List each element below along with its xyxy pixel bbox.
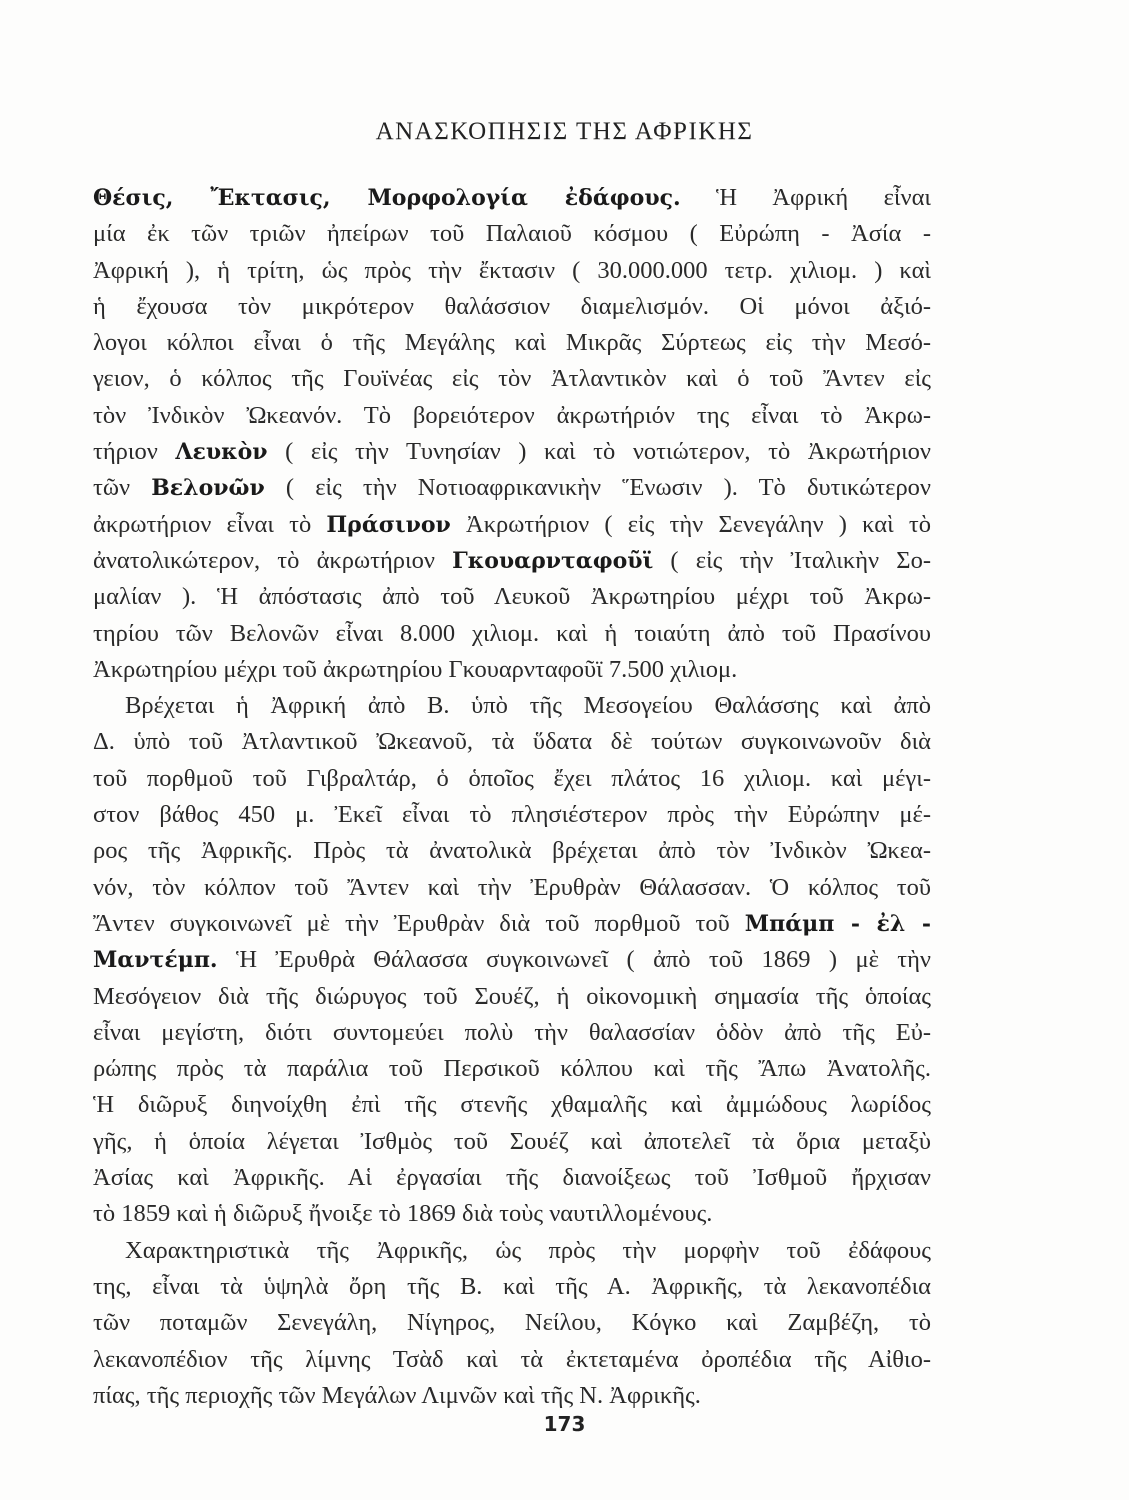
text-run: ἀκρωτήριον εἶναι τὸ: [93, 510, 327, 538]
text-run: ρώπης πρὸς τὰ παράλια τοῦ Περσικοῦ κόλπου καὶ τῆς Ἄπω Ἀνατολῆς.: [93, 1055, 931, 1083]
text-run: τῶν ποταμῶν Σενεγάλη, Νίγηρος, Νείλου, Κόγκο καὶ Ζαμβέζη, τὸ: [93, 1309, 931, 1337]
text-line: [93, 761, 931, 797]
text-line: [93, 652, 931, 688]
text-line: [93, 1269, 931, 1305]
text-run: γῆς, ἡ ὁποία λέγεται Ἰσθμὸς τοῦ Σουέζ καὶ ἀποτελεῖ τὰ ὅρια μεταξὺ: [93, 1127, 931, 1155]
text-line: [93, 579, 931, 615]
text-run: Ἀκρωτήριον ( εἰς τὴν Σενεγάλην ) καὶ τὸ: [450, 510, 931, 538]
text-run: Ἡ Ἀφρική εἶναι: [680, 184, 931, 211]
text-run: στον βάθος 450 μ. Ἐκεῖ εἶναι τὸ πλησιέστερον πρὸς τὴν Εὐρώπην μέ-: [93, 801, 931, 829]
text-run: λογοι κόλποι εἶναι ὁ τῆς Μεγάλης καὶ Μικρᾶς Σύρτεως εἰς τὴν Μεσό-: [93, 329, 931, 357]
text-line: [93, 253, 931, 289]
bold-term: Γκουαρνταφοῦϊ: [452, 547, 654, 574]
text-line: [93, 180, 931, 216]
text-run: Ἀκρωτηρίου μέχρι τοῦ ἀκρωτηρίου Γκουαρνταφοῦϊ 7.500 χιλιομ.: [93, 655, 738, 683]
page-number: 173: [543, 1412, 586, 1436]
text-line: [93, 325, 931, 361]
text-line: [93, 398, 931, 434]
text-run: τοῦ πορθμοῦ τοῦ Γιβραλτάρ, ὁ ὁποῖος ἔχει πλάτος 16 χιλιομ. καὶ μέγι-: [93, 764, 931, 792]
text-line: [93, 1233, 931, 1269]
text-line: [93, 797, 931, 833]
text-line: [93, 616, 931, 652]
text-run: Ἀφρική ), ἡ τρίτη, ὡς πρὸς τὴν ἔκτασιν ( 30.000.000 τετρ. χιλιομ. ) καὶ: [93, 256, 931, 284]
text-run: ( εἰς τὴν Τυνησίαν ) καὶ τὸ νοτιώτερον, τὸ Ἀκρωτήριον: [267, 438, 931, 466]
text-line: [93, 1015, 931, 1051]
text-line: [93, 543, 931, 579]
text-run: Ἀσίας καὶ Ἀφρικῆς. Αἱ ἐργασίαι τῆς διανοίξεως τοῦ Ἰσθμοῦ ἤρχισαν: [93, 1164, 931, 1192]
text-line: [93, 470, 931, 506]
bold-term: Πράσινον: [326, 511, 451, 538]
text-run: μία ἐκ τῶν τριῶν ἠπείρων τοῦ Παλαιοῦ κόσμου ( Εὐρώπη - Ἀσία -: [93, 220, 931, 248]
text-line: [93, 216, 931, 252]
text-line: [93, 289, 931, 325]
text-run: λεκανοπέδιον τῆς λίμνης Τσὰδ καὶ τὰ ἐκτεταμένα ὀροπέδια τῆς Αἰθιο-: [93, 1345, 931, 1373]
text-run: Ἡ Ἐρυθρὰ Θάλασσα συγκοινωνεῖ ( ἀπὸ τοῦ 1869 ) μὲ τὴν: [217, 946, 931, 974]
bold-term: Λευκὸν: [175, 439, 268, 466]
text-run: της, εἶναι τὰ ὑψηλὰ ὄρη τῆς Β. καὶ τῆς Α. Ἀφρικῆς, τὰ λεκανοπέδια: [93, 1272, 931, 1300]
text-line: [93, 361, 931, 397]
bold-term: Μπάμπ - ἐλ -: [744, 910, 931, 937]
text-run: ἀνατολικώτερον, τὸ ἀκρωτήριον: [93, 546, 453, 574]
text-line: [93, 1087, 931, 1123]
text-run: πίας, τῆς περιοχῆς τῶν Μεγάλων Λιμνῶν καὶ τῆς Ν. Ἀφρικῆς.: [93, 1381, 701, 1409]
text-run: Μεσόγειον διὰ τῆς διώρυγος τοῦ Σουέζ, ἡ οἰκονομικὴ σημασία τῆς ὁποίας: [93, 982, 931, 1010]
text-line: [93, 1051, 931, 1087]
text-run: τῶν: [93, 474, 152, 502]
text-run: Βρέχεται ἡ Ἀφρική ἀπὸ Β. ὑπὸ τῆς Μεσογείου Θαλάσσης καὶ ἀπὸ: [125, 692, 931, 720]
text-line: [93, 833, 931, 869]
text-run: Ἄντεν συγκοινωνεῖ μὲ τὴν Ἐρυθρὰν διὰ τοῦ πορθμοῦ τοῦ: [93, 909, 745, 937]
text-line: [93, 870, 931, 906]
text-line: [93, 1196, 931, 1232]
text-run: νόν, τὸν κόλπον τοῦ Ἄντεν καὶ τὴν Ἐρυθρὰν Θάλασσαν. Ὁ κόλπος τοῦ: [93, 873, 931, 901]
text-line: [93, 1378, 931, 1414]
text-run: ἡ ἔχουσα τὸν μικρότερον θαλάσσιον διαμελισμόν. Οἱ μόνοι ἀξιό-: [93, 292, 931, 320]
text-run: ρος τῆς Ἀφρικῆς. Πρὸς τὰ ἀνατολικὰ βρέχεται ἀπὸ τὸν Ἰνδικὸν Ὠκεα-: [93, 837, 931, 865]
text-run: τήριον: [93, 438, 176, 466]
text-run: τὸ 1859 καὶ ἡ διῶρυξ ἤνοιξε τὸ 1869 διὰ τοὺς ναυτιλλομένους.: [93, 1200, 713, 1228]
text-run: γειον, ὁ κόλπος τῆς Γουϊνέας εἰς τὸν Ἀτλαντικὸν καὶ ὁ τοῦ Ἄντεν εἰς: [93, 365, 931, 393]
text-run: Χαρακτηριστικὰ τῆς Ἀφρικῆς, ὡς πρὸς τὴν μορφὴν τοῦ ἐδάφους: [125, 1236, 931, 1264]
text-line: [93, 688, 931, 724]
text-run: Δ. ὑπὸ τοῦ Ἀτλαντικοῦ Ὠκεανοῦ, τὰ ὕδατα δὲ τούτων συγκοινωνοῦν διὰ: [93, 728, 931, 756]
text-line: [93, 1305, 931, 1341]
text-run: ( εἰς τὴν Νοτιοαφρικανικὴν Ἕνωσιν ). Τὸ δυτικώτερον: [264, 474, 931, 502]
text-line: [93, 507, 931, 543]
text-line: [93, 1160, 931, 1196]
text-line: [93, 1124, 931, 1160]
text-run: τὸν Ἰνδικὸν Ὠκεανόν. Τὸ βορειότερον ἀκρωτήριόν της εἶναι τὸ Ἀκρω-: [93, 401, 931, 429]
text-line: [93, 906, 931, 942]
bold-term: Μαντέμπ.: [93, 947, 218, 974]
text-run: μαλίαν ). Ἡ ἀπόστασις ἀπὸ τοῦ Λευκοῦ Ἀκρωτηρίου μέχρι τοῦ Ἀκρω-: [93, 583, 931, 611]
bold-term: Θέσις, Ἔκτασις, Μορφολογία ἐδάφους.: [93, 185, 681, 211]
text-line: [93, 979, 931, 1015]
text-line: [93, 724, 931, 760]
text-run: ( εἰς τὴν Ἰταλικὴν Σο-: [653, 546, 931, 574]
text-line: [93, 942, 931, 978]
text-line: [93, 434, 931, 470]
text-line: [93, 1342, 931, 1378]
bold-term: Βελονῶν: [151, 475, 265, 502]
text-run: τηρίου τῶν Βελονῶν εἶναι 8.000 χιλιομ. καὶ ἡ τοιαύτη ἀπὸ τοῦ Πρασίνου: [93, 619, 931, 647]
text-run: Ἡ διῶρυξ διηνοίχθη ἐπὶ τῆς στενῆς χθαμαλῆς καὶ ἀμμώδους λωρίδος: [93, 1091, 931, 1119]
text-run: εἶναι μεγίστη, διότι συντομεύει πολὺ τὴν θαλασσίαν ὁδὸν ἀπὸ τῆς Εὐ-: [93, 1018, 931, 1046]
body-text: [93, 180, 931, 1414]
chapter-heading: ΑΝΑΣΚΟΠΗΣΙΣ ΤΗΣ ΑΦΡΙΚΗΣ: [375, 118, 754, 145]
